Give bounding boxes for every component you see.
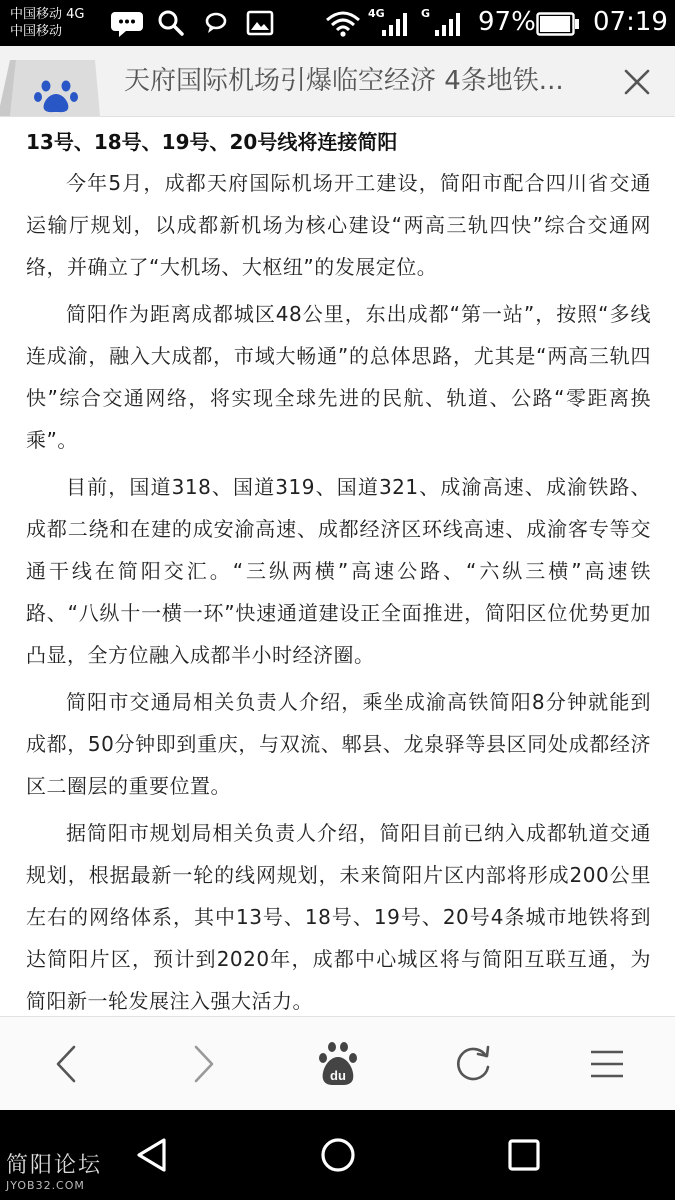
article-paragraph: 据简阳市规划局相关负责人介绍，简阳目前已纳入成都轨道交通规划，根据最新一轮的线网规划，未来简阳片区内部将形成200公里左右的网络体系，其中13号、18号、19号、20号4条城市地铁将到达简阳片区，预计到2020年，成都中心城区将与简阳互联互通，为简阳新一轮发展注入强大活力。 xyxy=(26,821,651,1013)
network-4g-label: 4G xyxy=(368,7,385,20)
carrier-line-2: 中国移动 xyxy=(10,24,63,39)
baidu-paw-icon[interactable] xyxy=(0,46,112,116)
carrier-info xyxy=(10,6,84,40)
article-paragraph: 简阳作为距离成都城区48公里，东出成都“第一站”，按照“多线连成渝，融入大成都，市域大畅通”的总体思路，尤其是“两高三轨四快”综合交通网络，将实现全球先进的民航、轨道、公路“零距离换乘”。 xyxy=(26,302,651,452)
browser-toolbar xyxy=(0,1016,675,1111)
forward-icon[interactable] xyxy=(178,1039,228,1089)
network-g-label: G xyxy=(421,7,431,20)
signal-icon xyxy=(380,10,410,38)
article-paragraph: 目前，国道318、国道319、国道321、成渝高速、成渝铁路、成都二绕和在建的成安渝高速、成都经济区环线高速、成渝客专等交通干线在简阳交汇。“三纵两横”高速公路、“六纵三横”高速铁路、“八纵十一横一环”快速通道建设正全面推进，简阳区位优势更加凸显，全方位融入成都半小时经济圈。 xyxy=(26,475,651,667)
watermark-name: 简阳论坛 xyxy=(6,1153,103,1178)
watermark-url: JYOB32.COM xyxy=(6,1179,85,1192)
watermark xyxy=(6,1153,102,1192)
baidu-du-icon[interactable] xyxy=(313,1039,363,1089)
search-icon xyxy=(157,9,185,37)
message-icon xyxy=(203,10,229,36)
status-bar xyxy=(0,0,675,46)
baidu-du-text: du xyxy=(330,1068,346,1083)
close-icon[interactable] xyxy=(616,61,658,103)
signal-icon xyxy=(433,10,463,38)
title-bar xyxy=(0,46,675,117)
article-heading: 13号、18号、19号、20号线将连接简阳 xyxy=(26,130,398,154)
clock: 07:19 xyxy=(593,7,668,37)
nav-recents-icon[interactable] xyxy=(501,1132,547,1178)
wifi-icon xyxy=(325,10,361,38)
nav-back-icon[interactable] xyxy=(130,1132,176,1178)
article-paragraph: 今年5月，成都天府国际机场开工建设，简阳市配合四川省交通运输厅规划，以成都新机场为核心建设“两高三轨四快”综合交通网络，并确立了“大机场、大枢纽”的发展定位。 xyxy=(26,171,651,279)
nav-home-icon[interactable] xyxy=(315,1132,361,1178)
back-icon[interactable] xyxy=(42,1039,92,1089)
page-title: 天府国际机场引爆临空经济 4条地铁... xyxy=(124,66,564,96)
battery-icon xyxy=(536,12,580,36)
carrier-line-1: 中国移动 4G xyxy=(10,7,85,22)
menu-icon[interactable] xyxy=(582,1039,632,1089)
refresh-icon[interactable] xyxy=(448,1039,498,1089)
battery-percent: 97% xyxy=(478,7,536,37)
article-body xyxy=(26,122,651,1027)
image-icon xyxy=(246,10,274,36)
chat-icon xyxy=(110,8,144,38)
article-paragraph: 简阳市交通局相关负责人介绍，乘坐成渝高铁简阳8分钟就能到成都，50分钟即到重庆，与双流、郫县、龙泉驿等县区同处成都经济区二圈层的重要位置。 xyxy=(26,690,651,798)
